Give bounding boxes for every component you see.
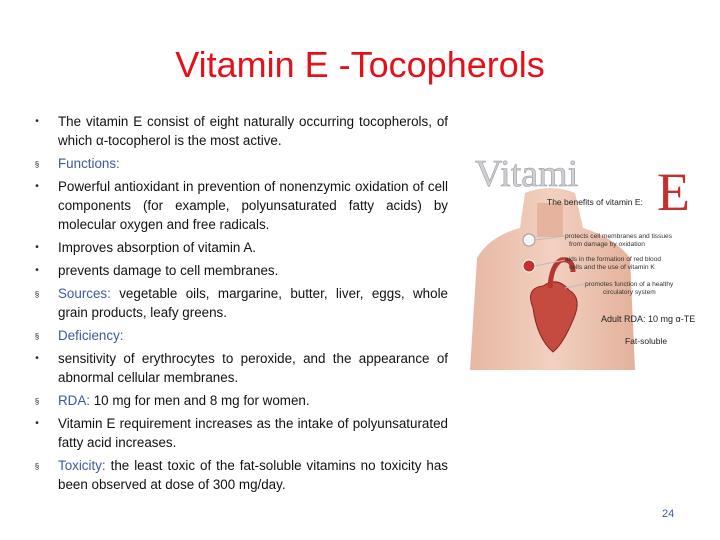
bullet-marker: • bbox=[35, 242, 39, 253]
item-text: prevents damage to cell membranes. bbox=[58, 263, 279, 278]
rda-text: Adult RDA: 10 mg α-TE bbox=[601, 314, 696, 324]
bullet-marker: • bbox=[35, 116, 39, 127]
benefit-1-line-2: from damage by oxidation bbox=[569, 241, 645, 248]
bullet-marker: • bbox=[35, 418, 39, 429]
bullet-marker: • bbox=[35, 353, 39, 364]
item-text: Improves absorption of vitamin A. bbox=[58, 240, 256, 255]
list-item bbox=[28, 456, 448, 494]
fat-soluble-label: Fat-soluble bbox=[625, 336, 668, 346]
list-item bbox=[28, 326, 448, 345]
page-number: 24 bbox=[662, 508, 675, 520]
bullet-marker: • bbox=[35, 265, 39, 276]
benefits-heading: The benefits of vitamin E: bbox=[547, 197, 643, 207]
item-text: vegetable oils, margarine, butter, liver, eggs, whole grain products, leafy greens. bbox=[58, 286, 448, 320]
list-item bbox=[28, 177, 448, 234]
vitamin-e-infographic bbox=[465, 148, 710, 370]
list-item bbox=[28, 391, 448, 410]
bullet-marker: § bbox=[34, 290, 40, 299]
item-label: Functions: bbox=[58, 156, 120, 171]
item-text: the least toxic of the fat-soluble vitamins no toxicity has been observed at dose of 300 mg/day. bbox=[58, 458, 448, 492]
list-item bbox=[28, 154, 448, 173]
list-item bbox=[28, 414, 448, 452]
vitamin-e-illustration bbox=[465, 148, 710, 370]
list-item bbox=[28, 349, 448, 387]
bullet-marker: § bbox=[34, 160, 40, 169]
item-text: Vitamin E requirement increases as the intake of polyunsaturated fatty acid increases. bbox=[58, 416, 448, 450]
benefit-3-line-2: circulatory system bbox=[603, 289, 656, 296]
bullet-marker: • bbox=[35, 181, 39, 192]
bullet-marker: § bbox=[34, 397, 40, 406]
benefit-2-line-2: cells and the use of vitamin K bbox=[569, 264, 655, 271]
figure-word: Vitami bbox=[475, 153, 579, 195]
node-2 bbox=[523, 260, 535, 272]
list-item bbox=[28, 261, 448, 280]
item-text: sensitivity of erythrocytes to peroxide, and the appearance of abnormal cellular membranes. bbox=[58, 351, 448, 385]
benefit-2-line-1: aids in the formation of red blood bbox=[565, 256, 662, 263]
item-text: Powerful antioxidant in prevention of nonenzymic oxidation of cell components (for example, polyunsaturated fatty acids) by molecular oxygen and free radicals. bbox=[58, 179, 448, 232]
page-title: Vitamin E -Tocopherols bbox=[175, 44, 545, 85]
list-item bbox=[28, 112, 448, 150]
list-item bbox=[28, 238, 448, 257]
bullet-marker: § bbox=[34, 462, 40, 471]
benefit-1-line-1: protects cell membranes and tissues bbox=[565, 233, 673, 240]
bullet-list bbox=[28, 112, 448, 498]
neck bbox=[537, 203, 563, 237]
node-1 bbox=[523, 234, 535, 246]
item-label: RDA: bbox=[58, 393, 90, 408]
item-text: The vitamin E consist of eight naturally occurring tocopherols, of which α-tocopherol is the most active. bbox=[58, 114, 448, 148]
benefit-3-line-1: promotes function of a healthy bbox=[585, 281, 674, 288]
item-label: Deficiency: bbox=[58, 328, 124, 343]
bullet-marker: § bbox=[34, 332, 40, 341]
item-label: Toxicity: bbox=[58, 458, 106, 473]
item-label: Sources: bbox=[58, 286, 111, 301]
list-item bbox=[28, 284, 448, 322]
figure-letter: E bbox=[657, 162, 690, 222]
item-text: 10 mg for men and 8 mg for women. bbox=[90, 393, 310, 408]
